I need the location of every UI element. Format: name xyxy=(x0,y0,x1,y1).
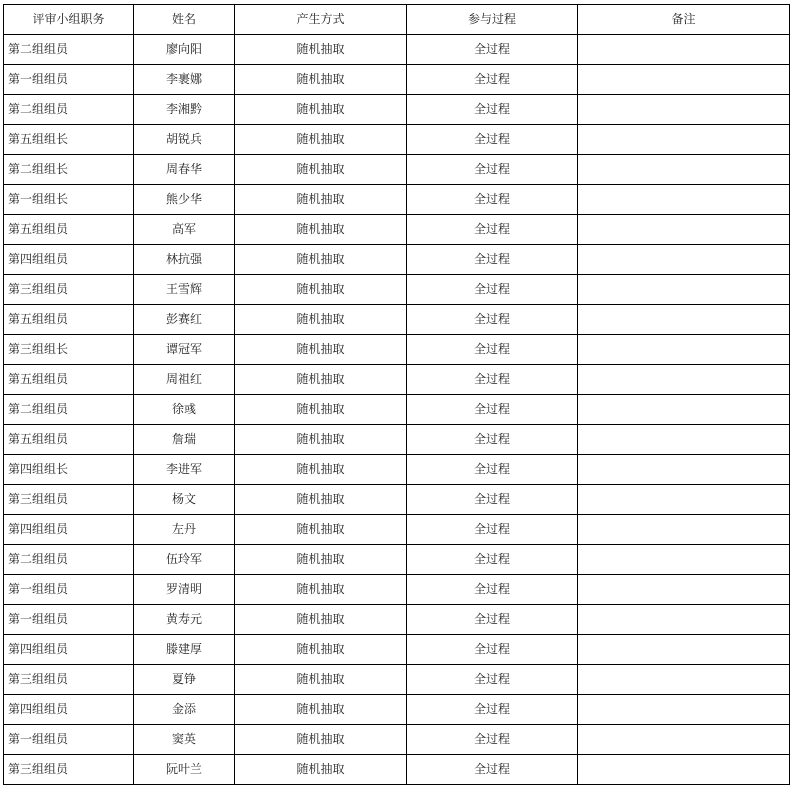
cell-note xyxy=(578,605,790,635)
cell-note xyxy=(578,305,790,335)
cell-method: 随机抽取 xyxy=(235,575,407,605)
table-row xyxy=(4,485,790,515)
cell-method: 随机抽取 xyxy=(235,485,407,515)
cell-process: 全过程 xyxy=(407,155,578,185)
cell-role: 第三组组员 xyxy=(4,485,134,515)
cell-role: 第一组组员 xyxy=(4,725,134,755)
table-row xyxy=(4,425,790,455)
cell-role: 第三组组员 xyxy=(4,665,134,695)
cell-note xyxy=(578,545,790,575)
cell-process: 全过程 xyxy=(407,245,578,275)
cell-process: 全过程 xyxy=(407,455,578,485)
table-row xyxy=(4,185,790,215)
cell-note xyxy=(578,755,790,785)
table-row xyxy=(4,755,790,785)
header-name: 姓名 xyxy=(134,5,235,35)
header-note: 备注 xyxy=(578,5,790,35)
header-method: 产生方式 xyxy=(235,5,407,35)
cell-method: 随机抽取 xyxy=(235,185,407,215)
cell-note xyxy=(578,725,790,755)
table-row xyxy=(4,95,790,125)
page xyxy=(3,4,790,785)
cell-process: 全过程 xyxy=(407,605,578,635)
cell-process: 全过程 xyxy=(407,215,578,245)
cell-name: 王雪辉 xyxy=(134,275,235,305)
cell-role: 第五组组长 xyxy=(4,125,134,155)
cell-role: 第一组组员 xyxy=(4,65,134,95)
header-process: 参与过程 xyxy=(407,5,578,35)
cell-role: 第一组组长 xyxy=(4,185,134,215)
cell-role: 第三组组员 xyxy=(4,755,134,785)
cell-name: 左丹 xyxy=(134,515,235,545)
cell-note xyxy=(578,335,790,365)
table-header-row xyxy=(4,5,790,35)
cell-name: 胡锐兵 xyxy=(134,125,235,155)
cell-note xyxy=(578,65,790,95)
cell-process: 全过程 xyxy=(407,275,578,305)
cell-process: 全过程 xyxy=(407,65,578,95)
cell-process: 全过程 xyxy=(407,485,578,515)
cell-method: 随机抽取 xyxy=(235,455,407,485)
cell-process: 全过程 xyxy=(407,95,578,125)
table-row xyxy=(4,275,790,305)
cell-process: 全过程 xyxy=(407,665,578,695)
table-row xyxy=(4,605,790,635)
cell-name: 阮叶兰 xyxy=(134,755,235,785)
cell-process: 全过程 xyxy=(407,695,578,725)
cell-role: 第二组组员 xyxy=(4,95,134,125)
table-row xyxy=(4,245,790,275)
table-row xyxy=(4,215,790,245)
cell-name: 詹瑞 xyxy=(134,425,235,455)
table-row xyxy=(4,545,790,575)
table-row xyxy=(4,635,790,665)
cell-name: 窦英 xyxy=(134,725,235,755)
cell-role: 第三组组长 xyxy=(4,335,134,365)
cell-note xyxy=(578,95,790,125)
cell-role: 第一组组员 xyxy=(4,575,134,605)
table-row xyxy=(4,725,790,755)
cell-note xyxy=(578,125,790,155)
cell-name: 李湘黔 xyxy=(134,95,235,125)
table-row xyxy=(4,515,790,545)
cell-note xyxy=(578,395,790,425)
table-row xyxy=(4,335,790,365)
cell-name: 周春华 xyxy=(134,155,235,185)
cell-role: 第五组组员 xyxy=(4,365,134,395)
cell-method: 随机抽取 xyxy=(235,545,407,575)
cell-name: 谭冠军 xyxy=(134,335,235,365)
table-row xyxy=(4,35,790,65)
cell-note xyxy=(578,185,790,215)
cell-note xyxy=(578,455,790,485)
cell-note xyxy=(578,35,790,65)
cell-name: 廖向阳 xyxy=(134,35,235,65)
cell-role: 第二组组长 xyxy=(4,155,134,185)
cell-method: 随机抽取 xyxy=(235,35,407,65)
cell-role: 第五组组员 xyxy=(4,215,134,245)
cell-role: 第一组组员 xyxy=(4,605,134,635)
cell-name: 李进军 xyxy=(134,455,235,485)
table-row xyxy=(4,455,790,485)
cell-method: 随机抽取 xyxy=(235,65,407,95)
cell-method: 随机抽取 xyxy=(235,395,407,425)
cell-method: 随机抽取 xyxy=(235,725,407,755)
cell-note xyxy=(578,485,790,515)
cell-process: 全过程 xyxy=(407,395,578,425)
table-row xyxy=(4,155,790,185)
cell-method: 随机抽取 xyxy=(235,515,407,545)
table-row xyxy=(4,395,790,425)
cell-method: 随机抽取 xyxy=(235,425,407,455)
cell-name: 夏铮 xyxy=(134,665,235,695)
cell-note xyxy=(578,695,790,725)
cell-role: 第四组组长 xyxy=(4,455,134,485)
cell-note xyxy=(578,365,790,395)
cell-note xyxy=(578,215,790,245)
cell-method: 随机抽取 xyxy=(235,605,407,635)
cell-process: 全过程 xyxy=(407,425,578,455)
table-row xyxy=(4,365,790,395)
cell-name: 周祖红 xyxy=(134,365,235,395)
cell-process: 全过程 xyxy=(407,35,578,65)
cell-method: 随机抽取 xyxy=(235,245,407,275)
cell-name: 高军 xyxy=(134,215,235,245)
cell-method: 随机抽取 xyxy=(235,155,407,185)
cell-method: 随机抽取 xyxy=(235,305,407,335)
cell-role: 第二组组员 xyxy=(4,545,134,575)
cell-note xyxy=(578,275,790,305)
cell-name: 伍玲军 xyxy=(134,545,235,575)
cell-note xyxy=(578,665,790,695)
cell-process: 全过程 xyxy=(407,185,578,215)
table-row xyxy=(4,305,790,335)
cell-method: 随机抽取 xyxy=(235,95,407,125)
cell-name: 彭赛红 xyxy=(134,305,235,335)
table-row xyxy=(4,125,790,155)
cell-name: 徐彧 xyxy=(134,395,235,425)
cell-note xyxy=(578,635,790,665)
table-row xyxy=(4,665,790,695)
cell-process: 全过程 xyxy=(407,635,578,665)
cell-process: 全过程 xyxy=(407,515,578,545)
cell-process: 全过程 xyxy=(407,575,578,605)
cell-name: 罗清明 xyxy=(134,575,235,605)
table-row xyxy=(4,65,790,95)
cell-role: 第四组组员 xyxy=(4,695,134,725)
cell-role: 第四组组员 xyxy=(4,515,134,545)
cell-name: 林抗强 xyxy=(134,245,235,275)
cell-method: 随机抽取 xyxy=(235,755,407,785)
table-body xyxy=(4,35,790,785)
cell-role: 第二组组员 xyxy=(4,395,134,425)
cell-name: 黄寿元 xyxy=(134,605,235,635)
cell-process: 全过程 xyxy=(407,755,578,785)
cell-process: 全过程 xyxy=(407,725,578,755)
cell-name: 金添 xyxy=(134,695,235,725)
cell-method: 随机抽取 xyxy=(235,125,407,155)
cell-name: 熊少华 xyxy=(134,185,235,215)
cell-role: 第三组组员 xyxy=(4,275,134,305)
table-row xyxy=(4,575,790,605)
cell-process: 全过程 xyxy=(407,335,578,365)
cell-role: 第二组组员 xyxy=(4,35,134,65)
cell-role: 第五组组员 xyxy=(4,305,134,335)
cell-note xyxy=(578,155,790,185)
header-role: 评审小组职务 xyxy=(4,5,134,35)
cell-method: 随机抽取 xyxy=(235,695,407,725)
cell-method: 随机抽取 xyxy=(235,215,407,245)
cell-process: 全过程 xyxy=(407,545,578,575)
cell-name: 滕建厚 xyxy=(134,635,235,665)
cell-process: 全过程 xyxy=(407,305,578,335)
cell-name: 杨文 xyxy=(134,485,235,515)
cell-note xyxy=(578,575,790,605)
cell-process: 全过程 xyxy=(407,125,578,155)
cell-method: 随机抽取 xyxy=(235,275,407,305)
cell-process: 全过程 xyxy=(407,365,578,395)
cell-method: 随机抽取 xyxy=(235,635,407,665)
cell-note xyxy=(578,425,790,455)
review-panel-table xyxy=(3,4,790,785)
cell-role: 第五组组员 xyxy=(4,425,134,455)
cell-method: 随机抽取 xyxy=(235,335,407,365)
cell-method: 随机抽取 xyxy=(235,665,407,695)
cell-role: 第四组组员 xyxy=(4,245,134,275)
cell-role: 第四组组员 xyxy=(4,635,134,665)
cell-name: 李裹娜 xyxy=(134,65,235,95)
cell-note xyxy=(578,515,790,545)
table-row xyxy=(4,695,790,725)
cell-method: 随机抽取 xyxy=(235,365,407,395)
cell-note xyxy=(578,245,790,275)
